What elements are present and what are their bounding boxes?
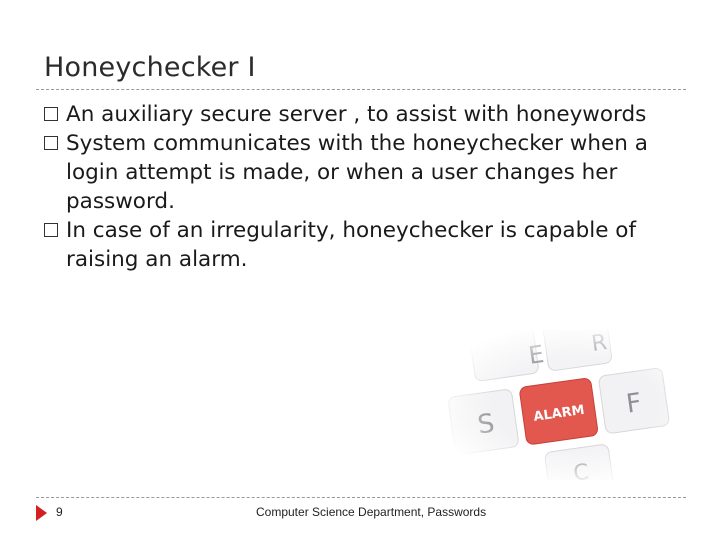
footer-divider [36, 497, 686, 498]
bullet-text: System communicates with the honeychecker when a login attempt is made, or when a user changes her password. [66, 131, 648, 214]
checkbox-bullet-icon [44, 107, 58, 121]
bullet-text: An auxiliary secure server , to assist with honeywords [66, 102, 647, 127]
footer-arrow-icon [36, 505, 47, 521]
bullet-item [44, 100, 684, 129]
alarm-keyboard-image [440, 330, 710, 480]
bullet-text: In case of an irregularity, honeychecker is capable of raising an alarm. [66, 218, 637, 272]
bullet-item [44, 129, 684, 216]
title-divider [36, 89, 686, 90]
bullet-list [44, 100, 684, 274]
image-vignette [440, 330, 710, 480]
bullet-item [44, 216, 684, 274]
page-number: 9 [56, 505, 63, 519]
slide-title: Honeychecker I [44, 52, 256, 83]
footer-text: Computer Science Department, Passwords [256, 505, 487, 519]
checkbox-bullet-icon [44, 223, 58, 237]
checkbox-bullet-icon [44, 136, 58, 150]
